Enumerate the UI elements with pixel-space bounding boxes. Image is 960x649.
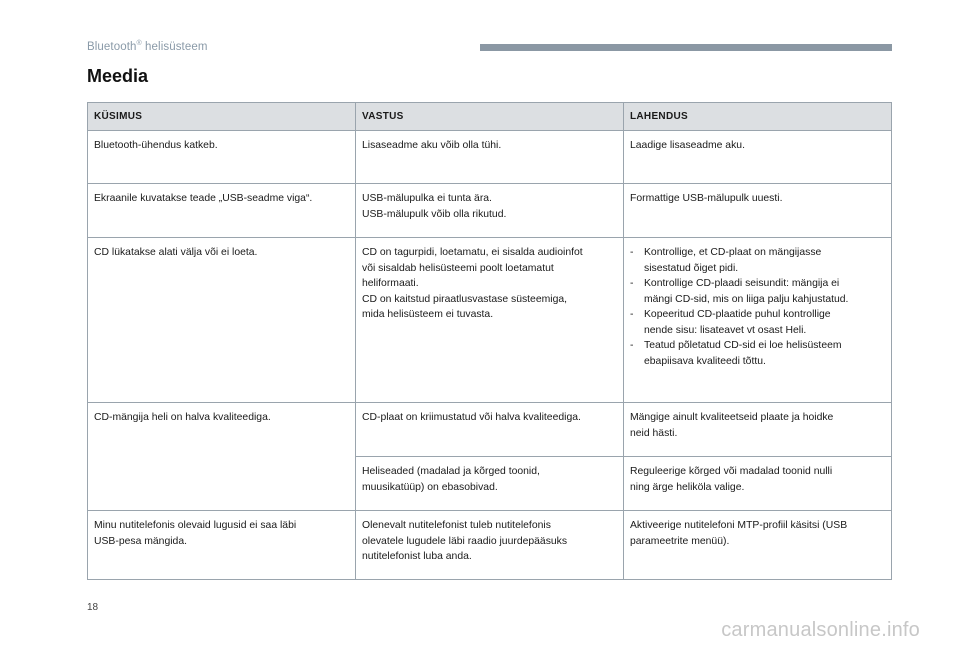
table-row <box>88 403 892 457</box>
cell-text: mida helisüsteem ei tuvasta. <box>362 309 494 320</box>
solution-cell <box>624 511 892 580</box>
table-header-row <box>88 103 892 131</box>
column-header-solution: LAHENDUS <box>624 103 892 131</box>
solution-cell <box>624 457 892 511</box>
question-cell <box>88 184 356 238</box>
bullet-item <box>630 276 885 307</box>
cell-text: CD-mängija heli on halva kvaliteediga. <box>94 412 271 423</box>
header-bar <box>480 44 892 51</box>
solution-cell <box>624 403 892 457</box>
cell-text: Olenevalt nutitelefonist tuleb nutitelefonis <box>362 520 551 531</box>
cell-text: muusikatüüp) on ebasobivad. <box>362 481 498 493</box>
answer-cell <box>356 511 624 580</box>
bullet-dash: - <box>630 278 634 289</box>
cell-text: heliformaati. <box>362 278 419 289</box>
bullet-dash: - <box>630 247 634 258</box>
cell-text: või sisaldab helisüsteemi poolt loetamatut <box>362 262 554 274</box>
bullet-dash: - <box>630 309 634 320</box>
cell-text: USB-mälupulka ei tunta ära. <box>362 193 492 204</box>
column-header-question: KÜSIMUS <box>88 103 356 131</box>
question-cell <box>88 131 356 184</box>
cell-text: ning ärge heliköla valige. <box>630 481 745 493</box>
cell-text: Teatud põletatud CD-sid ei loe helisüsteem <box>644 340 842 351</box>
cell-text: Laadige lisaseadme aku. <box>630 140 745 151</box>
cell-text: nende sisu: lisateavet vt osast Heli. <box>644 324 807 336</box>
troubleshooting-table <box>87 102 892 580</box>
question-cell <box>88 238 356 403</box>
answer-cell <box>356 403 624 457</box>
cell-text: CD lükatakse alati välja või ei loeta. <box>94 247 258 258</box>
cell-text: USB-mälupulk võib olla rikutud. <box>362 208 507 220</box>
answer-cell <box>356 238 624 403</box>
page-title: Meedia <box>87 66 149 86</box>
cell-text: USB-pesa mängida. <box>94 535 187 547</box>
solution-cell <box>624 131 892 184</box>
cell-text: CD on kaitstud piraatlusvastase süsteemiga, <box>362 293 568 305</box>
bullet-item <box>630 338 885 369</box>
bullet-item <box>630 307 885 338</box>
cell-text: Mängige ainult kvaliteetseid plaate ja hoidke <box>630 412 834 423</box>
cell-text: Bluetooth-ühendus katkeb. <box>94 140 218 151</box>
cell-text: neid hästi. <box>630 427 678 439</box>
answer-cell <box>356 184 624 238</box>
cell-text: Heliseaded (madalad ja kõrged toonid, <box>362 466 540 477</box>
table-row <box>88 131 892 184</box>
section-label: Bluetooth® helisüsteem <box>87 40 208 53</box>
cell-text: Minu nutitelefonis olevaid lugusid ei saa läbi <box>94 520 297 531</box>
watermark: carmanualsonline.info <box>721 619 920 641</box>
table-row <box>88 511 892 580</box>
cell-text: CD-plaat on kriimustatud või halva kvaliteediga. <box>362 412 581 423</box>
cell-text: Ekraanile kuvatakse teade „USB-seadme viga“. <box>94 193 313 204</box>
cell-text: Formattige USB-mälupulk uuesti. <box>630 193 783 204</box>
table-row <box>88 238 892 403</box>
answer-cell <box>356 131 624 184</box>
cell-text: Kontrollige, et CD-plaat on mängijasse <box>644 247 822 258</box>
cell-text: mängi CD-sid, mis on liiga palju kahjustatud. <box>644 293 849 305</box>
cell-text: Aktiveerige nutitelefoni MTP-profiil käsitsi (USB <box>630 520 848 531</box>
answer-cell <box>356 457 624 511</box>
column-header-answer: VASTUS <box>356 103 624 131</box>
cell-text: olevatele lugudele läbi raadio juurdepääsuks <box>362 535 568 547</box>
cell-text: nutitelefonist luba anda. <box>362 551 472 562</box>
cell-text: Reguleerige kõrged või madalad toonid nulli <box>630 466 833 477</box>
cell-text: Kopeeritud CD-plaatide puhul kontrollige <box>644 309 831 320</box>
page-number: 18 <box>87 602 99 613</box>
cell-text: Lisaseadme aku võib olla tühi. <box>362 140 502 151</box>
cell-text: sisestatud õiget pidi. <box>644 262 739 274</box>
bullet-dash: - <box>630 340 634 351</box>
question-cell <box>88 403 356 511</box>
cell-text: parameetrite menüü). <box>630 535 730 547</box>
table-row <box>88 184 892 238</box>
cell-text: CD on tagurpidi, loetamatu, ei sisalda audioinfot <box>362 247 583 258</box>
question-cell <box>88 511 356 580</box>
cell-text: ebapiisava kvaliteedi tõttu. <box>644 355 766 367</box>
bullet-item <box>630 245 885 276</box>
solution-cell <box>624 184 892 238</box>
solution-cell <box>624 238 892 403</box>
cell-text: Kontrollige CD-plaadi seisundit: mängija ei <box>644 278 840 289</box>
